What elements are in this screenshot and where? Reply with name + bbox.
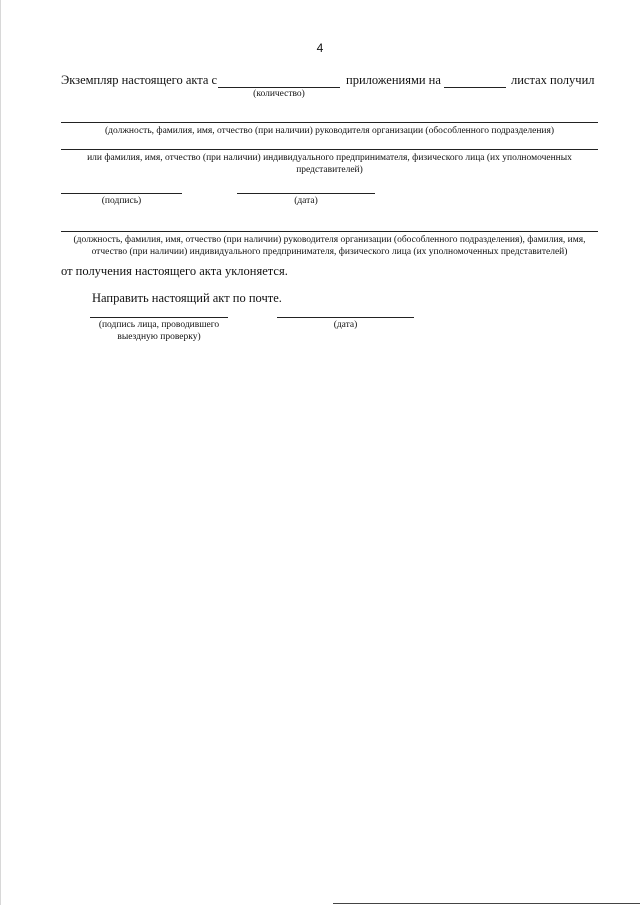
sheets-blank <box>444 87 506 88</box>
date-caption: (дата) <box>294 196 318 206</box>
refusal-caption-line2: отчество (при наличии) индивидуального предпринимателя, физического лица (их уполномоченных представителей) <box>91 247 568 257</box>
mail-text: Направить настоящий акт по почте. <box>92 291 282 305</box>
refusal-line <box>61 231 598 232</box>
inspector-caption-line1: (подпись лица, проводившего <box>98 320 220 330</box>
recipient-line-2 <box>61 149 598 150</box>
or-caption-line1: или фамилия, имя, отчество (при наличии) индивидуального предпринимателя, физического лица (их уполномоченных <box>87 153 572 163</box>
inspector-date-caption: (дата) <box>333 320 358 330</box>
copy-line-middle: приложениями на <box>346 73 441 87</box>
page-edge <box>0 0 1 905</box>
page-number: 4 <box>316 41 324 55</box>
inspector-signature-line <box>90 317 228 318</box>
copy-line-suffix: листах получил <box>511 73 595 87</box>
copy-line-prefix: Экземпляр настоящего акта с <box>61 73 218 87</box>
recipient-line <box>61 122 598 123</box>
inspector-caption-line2: выездную проверку) <box>117 332 201 342</box>
refusal-caption-line1: (должность, фамилия, имя, отчество (при наличии) руководителя организации (обособленного подразделения), фамилия, имя, <box>73 235 586 245</box>
bottom-edge-line <box>333 903 640 904</box>
inspector-date-line <box>277 317 414 318</box>
or-caption-line2: представителей) <box>296 165 363 175</box>
quantity-caption: (количество) <box>253 89 305 99</box>
signature-caption: (подпись) <box>101 196 142 206</box>
quantity-blank <box>218 87 340 88</box>
signature-line <box>61 193 182 194</box>
date-line <box>237 193 375 194</box>
refusal-text: от получения настоящего акта уклоняется. <box>61 264 288 278</box>
head-caption: (должность, фамилия, имя, отчество (при наличии) руководителя организации (обособленного подразделения) <box>104 126 555 136</box>
